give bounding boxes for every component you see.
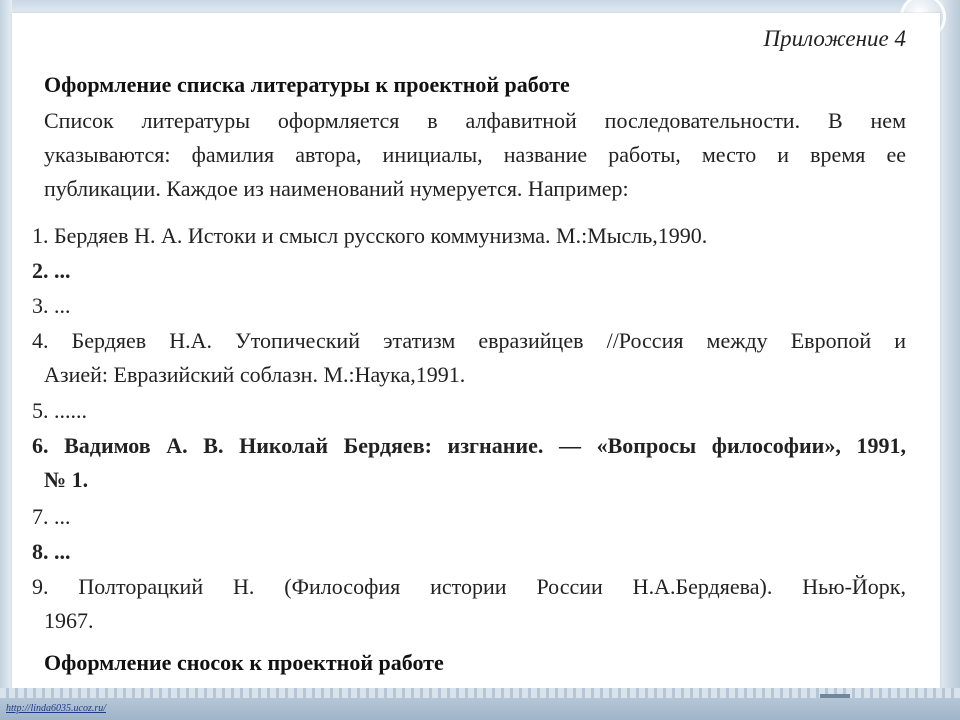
list-item-text: 4. Бердяев Н.А. Утопический этатизм евразийцев //Россия между Европой и: [32, 328, 906, 353]
list-item-continuation: 1967.: [44, 608, 94, 633]
intro-paragraph: [44, 104, 906, 206]
bottom-stripes: [0, 688, 960, 698]
list-item: [32, 394, 906, 428]
appendix-label: Приложение 4: [763, 26, 906, 51]
bottom-bar: [0, 688, 960, 720]
list-item: [32, 570, 906, 638]
list-item: [32, 500, 906, 534]
bottom-dash: [820, 694, 850, 698]
list-item-text: 1. Бердяев Н. А. Истоки и смысл русского коммунизма. М.:Мысль,1990.: [32, 223, 708, 248]
list-item-text: 2. ...: [32, 258, 71, 283]
list-item: [32, 535, 906, 569]
list-item-continuation: Азией: Евразийский соблазн. М.:Наука,1991.: [44, 362, 466, 387]
list-item-continuation: № 1.: [44, 467, 89, 492]
intro-line: публикации. Каждое из наименований нумеруется. Например:: [44, 176, 629, 201]
list-item: [32, 254, 906, 288]
footer-link[interactable]: http://linda6035.ucoz.ru/: [6, 703, 106, 714]
footnote-section-title: Оформление сносок к проектной работе: [44, 650, 444, 675]
list-item-text: 6. Вадимов А. В. Николай Бердяев: изгнание. — «Вопросы философии», 1991,: [32, 433, 906, 458]
list-item-text: 9. Полторацкий Н. (Философия истории России Н.А.Бердяева). Нью-Йорк,: [32, 574, 906, 599]
list-item-text: 3. ...: [32, 293, 71, 318]
page-title: Оформление списка литературы к проектной работе: [44, 72, 570, 97]
list-item-text: 5. ......: [32, 398, 87, 423]
list-item: [32, 429, 906, 497]
intro-line: указываются: фамилия автора, инициалы, название работы, место и время ее: [44, 142, 906, 167]
frame-top-border: [0, 0, 960, 14]
list-item: [32, 324, 906, 392]
frame-left-border: [0, 0, 12, 720]
intro-line: Список литературы оформляется в алфавитной последовательности. В нем: [44, 108, 906, 133]
list-item: [32, 219, 906, 253]
frame-right-border: [940, 0, 960, 720]
list-item: [32, 289, 906, 323]
list-item-text: 7. ...: [32, 504, 71, 529]
list-item-text: 8. ...: [32, 539, 71, 564]
